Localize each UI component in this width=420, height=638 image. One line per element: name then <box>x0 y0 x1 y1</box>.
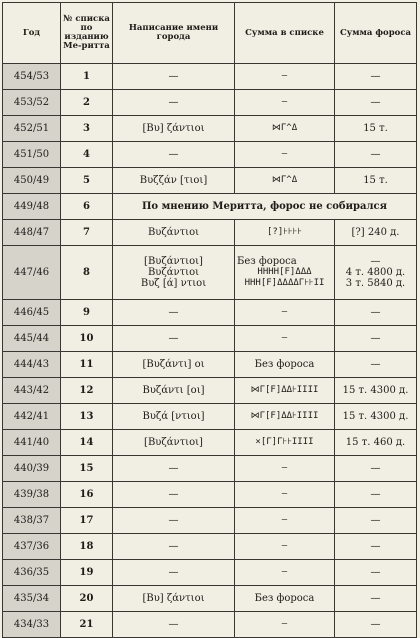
phoros-cell: — <box>335 64 417 90</box>
list-number-cell: 15 <box>61 456 113 482</box>
year-cell: 441/40 <box>3 430 61 456</box>
table-row <box>3 612 417 638</box>
phoros-cell: — <box>335 326 417 352</box>
city-name-cell: — <box>113 90 235 116</box>
table-row <box>3 430 417 456</box>
city-name-cell: — <box>113 456 235 482</box>
merritt-note-cell: По мнению Меритта, форос не собирался <box>113 194 417 220</box>
year-cell: 436/35 <box>3 560 61 586</box>
phoros-line: 3 т. 5840 д. <box>345 278 406 289</box>
table-row <box>3 482 417 508</box>
table-row <box>3 194 417 220</box>
sum-line: Без фороса <box>237 256 297 267</box>
phoros-line: — <box>370 256 381 267</box>
year-cell: 453/52 <box>3 90 61 116</box>
year-cell: 443/42 <box>3 378 61 404</box>
year-cell: 446/45 <box>3 300 61 326</box>
sum-in-list-cell: — <box>235 482 335 508</box>
header-year: Год <box>3 3 61 64</box>
list-number-cell: 8 <box>61 246 113 300</box>
phoros-cell: — <box>335 534 417 560</box>
phoros-cell: — <box>335 586 417 612</box>
list-number-cell: 6 <box>61 194 113 220</box>
table-row <box>3 404 417 430</box>
list-number-cell: 2 <box>61 90 113 116</box>
header-phoros-sum: Сумма фороса <box>335 3 417 64</box>
city-name-cell: — <box>113 560 235 586</box>
city-name-cell: Βυζζάν [τιοι] <box>113 168 235 194</box>
phoros-line: 4 т. 4800 д. <box>345 267 406 278</box>
table-row <box>3 508 417 534</box>
year-cell: 448/47 <box>3 220 61 246</box>
phoros-cell: — <box>335 612 417 638</box>
year-cell: 444/43 <box>3 352 61 378</box>
year-cell: 434/33 <box>3 612 61 638</box>
table-row <box>3 534 417 560</box>
city-name-cell: — <box>113 612 235 638</box>
phoros-cell: 15 т. <box>335 116 417 142</box>
header-sum-in-list: Сумма в списке <box>235 3 335 64</box>
sum-in-list-cell: — <box>235 612 335 638</box>
list-number-cell: 12 <box>61 378 113 404</box>
city-name-cell: — <box>113 300 235 326</box>
sum-in-list-cell: ⋈Γ^Δ <box>235 116 335 142</box>
sum-in-list-cell: ⋈Γ^Δ <box>235 168 335 194</box>
city-name-cell <box>113 246 235 300</box>
sum-in-list-cell: — <box>235 326 335 352</box>
sum-in-list-cell: — <box>235 534 335 560</box>
sum-in-list-cell: — <box>235 142 335 168</box>
header-list-number: № списка по изданию Ме-ритта <box>61 3 113 64</box>
city-name-cell: — <box>113 142 235 168</box>
table-row <box>3 378 417 404</box>
city-name-cell: Βυζά [ντιοι] <box>113 404 235 430</box>
phoros-table <box>2 2 417 638</box>
phoros-cell <box>335 246 417 300</box>
city-name-cell: [Βυ] ζάντιοι <box>113 586 235 612</box>
table-row <box>3 300 417 326</box>
sum-in-list-cell: ⋈Γ[Ϝ]ΔΔ⊦ΙΙΙΙ <box>235 404 335 430</box>
year-cell: 440/39 <box>3 456 61 482</box>
list-number-cell: 9 <box>61 300 113 326</box>
list-number-cell: 16 <box>61 482 113 508</box>
header-city-name: Написание имени города <box>113 3 235 64</box>
list-number-cell: 17 <box>61 508 113 534</box>
table-row <box>3 142 417 168</box>
year-cell: 437/36 <box>3 534 61 560</box>
city-name-cell: — <box>113 482 235 508</box>
table-row <box>3 352 417 378</box>
phoros-cell: 15 т. 4300 д. <box>335 378 417 404</box>
sum-in-list-cell <box>235 246 335 300</box>
table-row <box>3 560 417 586</box>
table-row <box>3 326 417 352</box>
phoros-cell: — <box>335 300 417 326</box>
sum-in-list-cell: — <box>235 90 335 116</box>
sum-in-list-cell: ⋈Γ[Ϝ]ΔΔ⊦ΙΙΙΙ <box>235 378 335 404</box>
phoros-cell: — <box>335 142 417 168</box>
city-name-cell: — <box>113 534 235 560</box>
year-cell: 454/53 <box>3 64 61 90</box>
year-cell: 451/50 <box>3 142 61 168</box>
city-name-cell: [Βυζάντιοι] <box>113 430 235 456</box>
sum-in-list-cell: — <box>235 300 335 326</box>
city-name-cell: — <box>113 64 235 90</box>
sum-line: ΗΗΗΗ[Ϝ]ΔΔΔ <box>257 267 312 277</box>
year-cell: 435/34 <box>3 586 61 612</box>
city-name-cell: Βυζάντι [οι] <box>113 378 235 404</box>
sum-in-list-cell: ×[Γ]Γ⊦⊦ΙΙΙΙ <box>235 430 335 456</box>
sum-in-list-cell: [?]⊦⊦⊦⊦ <box>235 220 335 246</box>
sum-in-list-cell: Без фороса <box>235 586 335 612</box>
table-header-row <box>3 3 417 64</box>
city-name-cell: — <box>113 326 235 352</box>
sum-in-list-cell: — <box>235 560 335 586</box>
list-number-cell: 19 <box>61 560 113 586</box>
list-number-cell: 20 <box>61 586 113 612</box>
phoros-cell: 15 т. 460 д. <box>335 430 417 456</box>
list-number-cell: 18 <box>61 534 113 560</box>
phoros-cell: 15 т. 4300 д. <box>335 404 417 430</box>
city-name-line: Βυζάντιοι <box>147 267 200 278</box>
phoros-cell: — <box>335 456 417 482</box>
table-row <box>3 90 417 116</box>
city-name-cell: — <box>113 508 235 534</box>
list-number-cell: 13 <box>61 404 113 430</box>
table-row <box>3 116 417 142</box>
list-number-cell: 4 <box>61 142 113 168</box>
phoros-cell: [?] 240 д. <box>335 220 417 246</box>
sum-in-list-cell: — <box>235 508 335 534</box>
list-number-cell: 14 <box>61 430 113 456</box>
sum-in-list-cell: Без фороса <box>235 352 335 378</box>
list-number-cell: 1 <box>61 64 113 90</box>
list-number-cell: 11 <box>61 352 113 378</box>
year-cell: 450/49 <box>3 168 61 194</box>
year-cell: 438/37 <box>3 508 61 534</box>
sum-in-list-cell: — <box>235 456 335 482</box>
year-cell: 445/44 <box>3 326 61 352</box>
year-cell: 439/38 <box>3 482 61 508</box>
list-number-cell: 21 <box>61 612 113 638</box>
table-row <box>3 220 417 246</box>
table-row <box>3 64 417 90</box>
table-row <box>3 456 417 482</box>
year-cell: 452/51 <box>3 116 61 142</box>
sum-in-list-cell: — <box>235 64 335 90</box>
list-number-cell: 7 <box>61 220 113 246</box>
table-row <box>3 168 417 194</box>
table-row <box>3 246 417 300</box>
list-number-cell: 10 <box>61 326 113 352</box>
list-number-cell: 5 <box>61 168 113 194</box>
phoros-table-page <box>2 2 416 638</box>
phoros-cell: — <box>335 90 417 116</box>
list-number-cell: 3 <box>61 116 113 142</box>
city-name-cell: Βυζάντιοι <box>113 220 235 246</box>
year-cell: 442/41 <box>3 404 61 430</box>
city-name-cell: [Βυζάντι] οι <box>113 352 235 378</box>
phoros-cell: — <box>335 352 417 378</box>
phoros-cell: — <box>335 560 417 586</box>
city-name-line: [Βυζάντιοι] <box>144 256 203 267</box>
year-cell: 447/46 <box>3 246 61 300</box>
table-row <box>3 586 417 612</box>
phoros-cell: 15 т. <box>335 168 417 194</box>
phoros-cell: — <box>335 508 417 534</box>
year-cell: 449/48 <box>3 194 61 220</box>
city-name-cell: [Βυ] ζάντιοι <box>113 116 235 142</box>
phoros-cell: — <box>335 482 417 508</box>
sum-line: ΗΗΗ[Ϝ]ΔΔΔΔΓ⊦⊦ΙΙ <box>244 278 325 288</box>
city-name-line: Βυζ [ά] ντιοι <box>140 278 207 289</box>
